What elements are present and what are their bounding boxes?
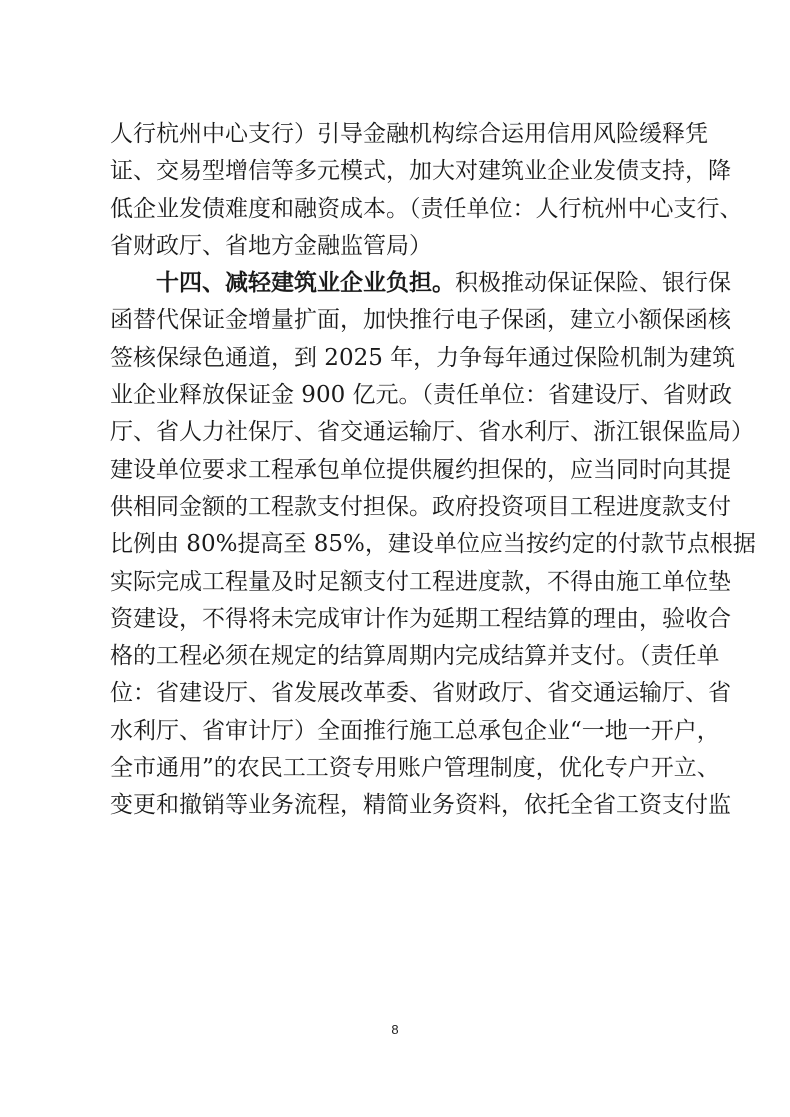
text-line: 资建设，不得将未完成审计作为延期工程结算的理由，验收合 xyxy=(110,605,731,632)
text-line: 建设单位要求工程承包单位提供履约担保的，应当同时向其提 xyxy=(110,456,731,483)
text-line: 全市通用”的农民工工资专用账户管理制度，优化专户开立、 xyxy=(110,755,720,782)
text-line: 签核保绿色通道，到 2025 年，力争每年通过保险机制为建筑 xyxy=(110,344,736,371)
text-line: 低企业发债难度和融资成本。（责任单位：人行杭州中心支行、 xyxy=(110,195,743,222)
text-line: 格的工程必须在规定的结算周期内完成结算并支付。（责任单 xyxy=(110,643,720,670)
text-line: 实际完成工程量及时足额支付工程进度款，不得由施工单位垫 xyxy=(110,568,731,595)
text-line: 比例由 80%提高至 85%，建设单位应当按约定的付款节点根据 xyxy=(110,531,756,558)
section-14-lead-text: 积极推动保证保险、银行保 xyxy=(455,270,731,297)
text-line: 变更和撤销等业务流程，精简业务资料，依托全省工资支付监 xyxy=(110,792,731,819)
text-line: 供相同金额的工程款支付担保。政府投资项目工程进度款支付 xyxy=(110,493,731,520)
text-line: 业企业释放保证金 900 亿元。（责任单位：省建设厅、省财政 xyxy=(110,382,733,409)
text-line: 水利厅、省审计厅）全面推行施工总承包企业“一地一开户， xyxy=(110,717,720,744)
text-line: 人行杭州中心支行）引导金融机构综合运用信用风险缓释凭 xyxy=(110,121,708,147)
section-14-heading: 十四、减轻建筑业企业负担。 xyxy=(156,270,455,297)
text-line: 函替代保证金增量扩面，加快推行电子保函，建立小额保函核 xyxy=(110,307,731,334)
body-text xyxy=(110,116,756,825)
text-line: 厅、省人力社保厅、省交通运输厅、省水利厅、浙江银保监局） xyxy=(110,419,754,446)
text-line: 省财政厅、省地方金融监管局） xyxy=(110,232,432,259)
text-line: 位：省建设厅、省发展改革委、省财政厅、省交通运输厅、省 xyxy=(110,680,731,707)
text-line: 证、交易型增信等多元模式，加大对建筑业企业发债支持，降 xyxy=(110,158,731,185)
page-number: 8 xyxy=(391,1022,399,1037)
section-14-first-line xyxy=(110,265,731,302)
